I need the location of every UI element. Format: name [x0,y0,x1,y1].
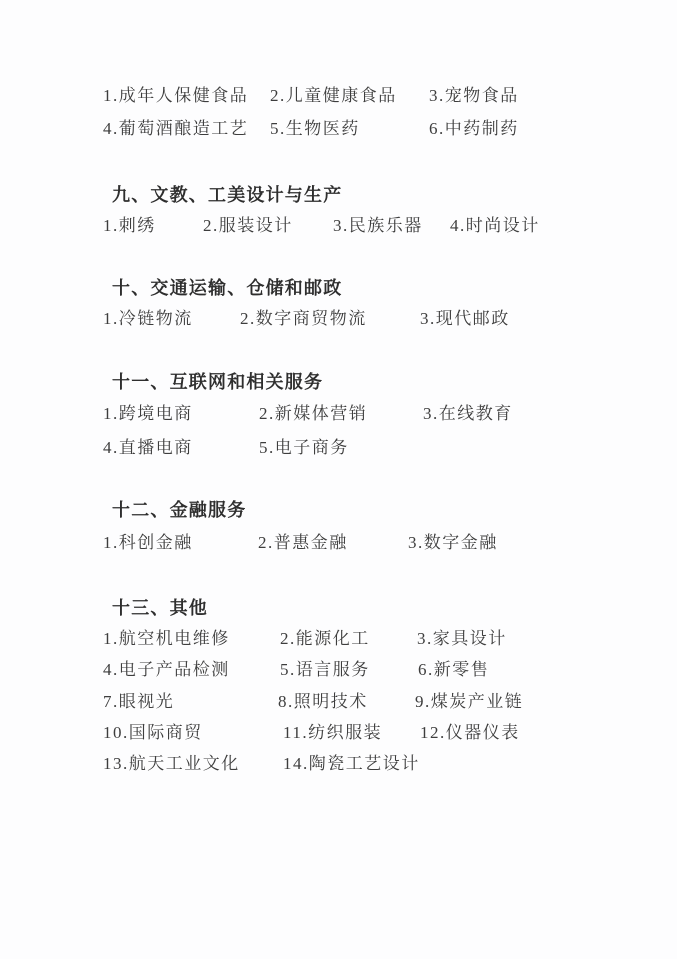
list-row [0,655,677,681]
list-row [0,304,677,330]
section-heading: 十二、金融服务 [112,500,247,520]
list-row [0,749,677,775]
list-item: 6.新零售 [418,660,490,679]
list-item: 1.跨境电商 [103,404,193,423]
section-heading: 九、文教、工美设计与生产 [112,185,343,205]
list-item: 2.新媒体营销 [259,404,368,423]
list-item: 1.科创金融 [103,533,193,552]
list-item: 5.语言服务 [280,660,370,679]
list-item: 2.儿童健康食品 [270,86,397,105]
list-item: 3.家具设计 [417,629,507,648]
list-item: 4.电子产品检测 [103,660,230,679]
list-row [0,399,677,425]
list-item: 3.现代邮政 [420,309,510,328]
list-item: 14.陶瓷工艺设计 [283,754,420,773]
list-item: 10.国际商贸 [103,723,203,742]
list-row [0,211,677,237]
list-row [0,433,677,459]
list-item: 6.中药制药 [429,119,519,138]
section-heading: 十、交通运输、仓储和邮政 [112,278,343,298]
list-item: 1.航空机电维修 [103,629,230,648]
list-row [0,718,677,744]
list-item: 1.成年人保健食品 [103,86,249,105]
list-row [0,528,677,554]
list-row [0,687,677,713]
list-item: 2.服装设计 [203,216,293,235]
list-item: 5.生物医药 [270,119,360,138]
list-item: 13.航天工业文化 [103,754,240,773]
list-item: 5.电子商务 [259,438,349,457]
section-heading: 十三、其他 [112,598,208,618]
list-item: 3.数字金融 [408,533,498,552]
list-item: 11.纺织服装 [283,723,383,742]
list-row [0,624,677,650]
list-item: 3.在线教育 [423,404,513,423]
list-item: 7.眼视光 [103,692,175,711]
list-item: 2.数字商贸物流 [240,309,367,328]
list-item: 8.照明技术 [278,692,368,711]
list-item: 4.时尚设计 [450,216,540,235]
list-item: 4.直播电商 [103,438,193,457]
list-item: 1.刺绣 [103,216,156,235]
list-row [0,114,677,140]
list-item: 12.仪器仪表 [420,723,520,742]
list-row [0,81,677,107]
section-heading: 十一、互联网和相关服务 [112,372,324,392]
list-item: 9.煤炭产业链 [415,692,524,711]
list-item: 3.民族乐器 [333,216,423,235]
list-item: 1.冷链物流 [103,309,193,328]
list-item: 4.葡萄酒酿造工艺 [103,119,249,138]
list-item: 2.普惠金融 [258,533,348,552]
list-item: 3.宠物食品 [429,86,519,105]
list-item: 2.能源化工 [280,629,370,648]
